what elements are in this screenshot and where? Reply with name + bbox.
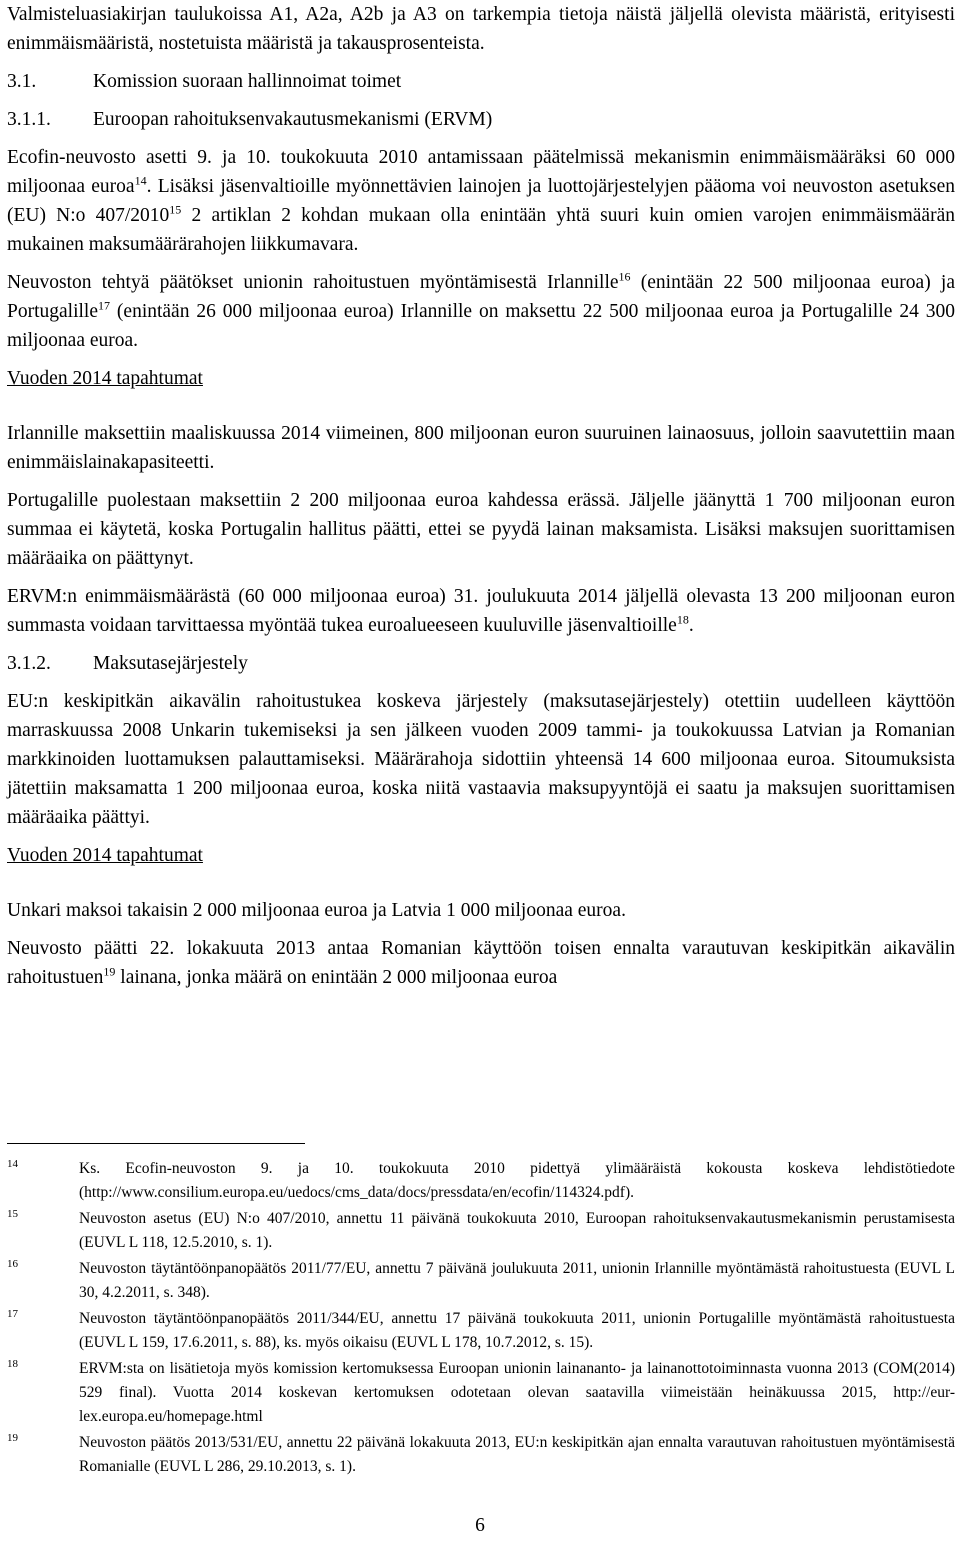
footnote-14 [7, 1157, 955, 1205]
section-heading-3-1 [7, 67, 955, 96]
section-number: 3.1.2. [7, 653, 51, 674]
section-number: 3.1. [7, 71, 37, 92]
footnote-text: Neuvoston täytäntöönpanopäätös 2011/344/EU, annettu 17 päivänä toukokuuta 2011, unionin Portugalille myöntämästä rahoitustuesta (EUVL L 159, 17.6.2011, s. 88), ks. myös oikaisu (EUVL L 178, 10.7.2012, s. 15). [79, 1310, 955, 1351]
events-heading-2014: Vuoden 2014 tapahtumat [7, 368, 203, 389]
maksutase-paragraph-1: EU:n keskipitkän aikavälin rahoitustukea koskeva järjestely (maksutasejärjestely) otettiin uudelleen käyttöön marraskuussa 2008 Unkarin tukemiseksi ja sen jälkeen vuoden 2009 tammi- ja toukokuussa Latvian ja Romanian markkinoiden luottamuksen palauttamiseksi. Määrärahoja sidottiin yhteensä 14 600 miljoonaa euroa. Sitoumuksista jätettiin maksamatta 1 200 miljoonaa euroa, koska niitä vastaavia maksupyyntöjä ei saatu ja maksujen suorittamisen määräaika päättyi. [7, 691, 955, 828]
ervm-paragraph-5 [7, 582, 955, 640]
footnote-number: 16 [7, 1258, 18, 1270]
footnote-text: Neuvoston päätös 2013/531/EU, annettu 22 päivänä lokakuuta 2013, EU:n keskipitkän ajan ennalta varautuvan rahoitustuen myöntämisestä Romanialle (EUVL L 286, 29.10.2013, s. 1). [79, 1434, 955, 1475]
ervm-paragraph-3: Irlannille maksettiin maaliskuussa 2014 viimeinen, 800 miljoonan euron suuruinen lainaosuus, jolloin saavutettiin maan enimmäislainakapasiteetti. [7, 423, 955, 473]
text-run: Ecofin-neuvosto asetti 9. ja 10. toukokuuta 2010 antamissaan päätelmissä mekanismin enimmäismääräksi 60 000 miljoonaa euroa [7, 147, 955, 197]
ervm-paragraph-2 [7, 268, 955, 355]
footnote-text: Ks. Ecofin-neuvoston 9. ja 10. toukokuuta 2010 pidettyä ylimääräistä kokousta koskeva lehdistötiedote (http://www.consilium.europa.eu/uedocs/cms_data/docs/pressdata/en/ecofin/114324.pdf). [79, 1160, 955, 1201]
text-run: 2 artiklan 2 kohdan mukaan olla enintään yhtä suuri kuin omien varojen enimmäismäärän mukainen maksumäärärahojen liikkumavara. [7, 205, 955, 255]
footnotes [7, 1157, 955, 1481]
maksutase-paragraph-2: Unkari maksoi takaisin 2 000 miljoonaa euroa ja Latvia 1 000 miljoonaa euroa. [7, 900, 626, 921]
section-number: 3.1.1. [7, 109, 51, 130]
footnote-number: 14 [7, 1158, 18, 1170]
footnote-16 [7, 1257, 955, 1305]
ervm-paragraph-4: Portugalille puolestaan maksettiin 2 200 miljoonaa euroa kahdessa erässä. Jäljelle jäänyttä 1 700 miljoonan euron summaa ei käytetä, koska Portugalin hallitus päätti, ettei se pyydä lainan maksamista. Lisäksi maksujen suorittamisen määräaika on päättynyt. [7, 490, 955, 569]
section-heading-3-1-2 [7, 649, 955, 678]
text-run: . [688, 615, 694, 636]
footnote-text: Neuvoston asetus (EU) N:o 407/2010, annettu 11 päivänä toukokuuta 2010, Euroopan rahoituksenvakautusmekanismin perustamisesta (EUVL L 118, 12.5.2010, s. 1). [79, 1210, 955, 1251]
footnote-18 [7, 1357, 955, 1429]
footnote-separator [7, 1143, 305, 1144]
footnote-15 [7, 1207, 955, 1255]
footnote-ref-14[interactable]: 14 [134, 173, 147, 188]
footnote-17 [7, 1307, 955, 1355]
footnote-number: 17 [7, 1308, 18, 1320]
footnote-ref-19[interactable]: 19 [103, 964, 116, 979]
footnote-number: 19 [7, 1432, 18, 1444]
footnote-ref-18[interactable]: 18 [676, 612, 689, 627]
footnote-number: 15 [7, 1208, 18, 1220]
text-run: ERVM:n enimmäismäärästä (60 000 miljoonaa euroa) 31. joulukuuta 2014 jäljellä olevasta 13 200 miljoonan euron summasta voidaan tarvittaessa myöntää tukea euroalueeseen kuuluville jäsenvaltioille [7, 586, 955, 636]
document-body [7, 0, 955, 992]
section-heading-3-1-1 [7, 105, 955, 134]
maksutase-paragraph-3 [7, 934, 955, 992]
text-run: (enintään 22 500 miljoonaa euroa) ja Portugalille [7, 272, 955, 322]
footnote-ref-17[interactable]: 17 [98, 298, 110, 313]
events-heading-2014: Vuoden 2014 tapahtumat [7, 845, 203, 866]
footnote-ref-15[interactable]: 15 [169, 202, 182, 217]
text-run: (enintään 26 000 miljoonaa euroa) Irlannille on maksettu 22 500 miljoonaa euroa ja Portugalille 24 300 miljoonaa euroa. [7, 301, 955, 351]
page-number: 6 [475, 1515, 485, 1536]
footnote-text: Neuvoston täytäntöönpanopäätös 2011/77/EU, annettu 7 päivänä joulukuuta 2011, unionin Irlannille myöntämästä rahoitustuesta (EUVL L 30, 4.2.2011, s. 348). [79, 1260, 955, 1301]
section-title: Maksutasejärjestely [93, 653, 248, 674]
ervm-paragraph-1 [7, 143, 955, 259]
footnote-number: 18 [7, 1358, 18, 1370]
text-run: . Lisäksi jäsenvaltioille myönnettävien lainojen ja luottojärjestelyjen pääoma voi neuvoston asetuksen (EU) N:o 407/2010 [7, 176, 955, 226]
footnote-19 [7, 1431, 955, 1479]
footnote-ref-16[interactable]: 16 [618, 269, 631, 284]
intro-paragraph: Valmisteluasiakirjan taulukoissa A1, A2a, A2b ja A3 on tarkempia tietoja näistä jäljellä olevista määristä, erityisesti enimmäismääristä, nostetuista määristä ja takausprosenteista. [7, 4, 955, 54]
section-title: Komission suoraan hallinnoimat toimet [93, 71, 402, 92]
text-run: Neuvosto päätti 22. lokakuuta 2013 antaa Romanian käyttöön toisen ennalta varautuvan keskipitkän aikavälin rahoitustuen [7, 938, 955, 988]
section-title: Euroopan rahoituksenvakautusmekanismi (ERVM) [93, 109, 493, 130]
text-run: Neuvoston tehtyä päätökset unionin rahoitustuen myöntämisestä Irlannille [7, 272, 619, 293]
text-run: lainana, jonka määrä on enintään 2 000 miljoonaa euroa [115, 967, 558, 988]
footnote-text: ERVM:sta on lisätietoja myös komission kertomuksessa Euroopan unionin lainananto- ja lainanottotoiminnasta vuonna 2013 (COM(2014) 529 final). Vuotta 2014 koskevan kertomuksen odotetaan olevan saatavilla viimeistään heinäkuussa 2015, http://eur-lex.europa.eu/homepage.html [79, 1360, 955, 1425]
